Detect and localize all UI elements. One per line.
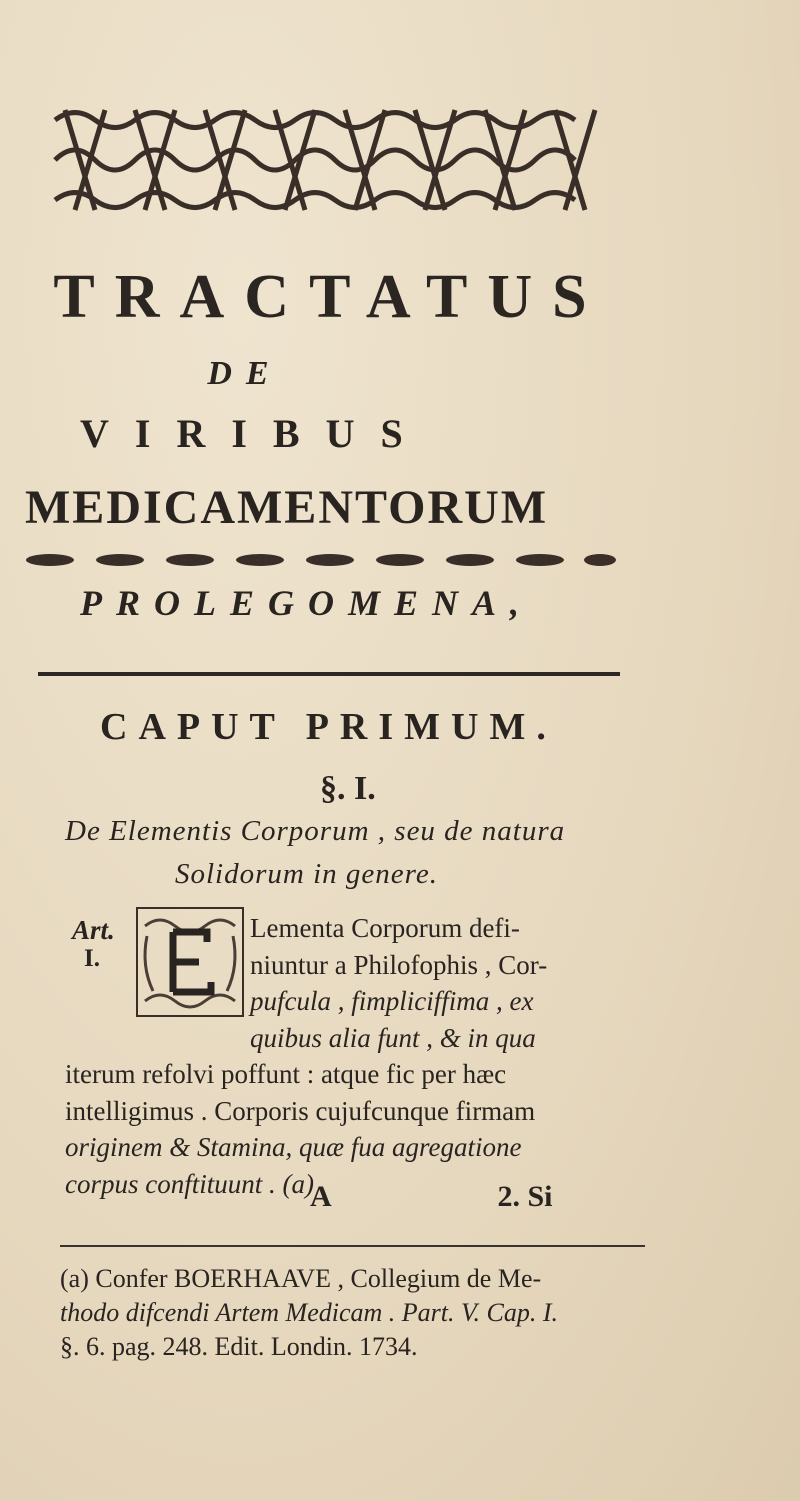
horizontal-rule [38,672,620,676]
chapter-subtitle-line1: De Elementis Corporum , seu de natura [65,815,566,847]
ornament-band [45,100,605,230]
title-prolegomena: PROLEGOMENA, [80,583,534,623]
title-medicamentorum: MEDICAMENTORUM [25,481,549,534]
title-de: DE [207,355,283,392]
title-tractatus: TRACTATUS [53,263,607,331]
title-viribus: VIRIBUS [80,411,429,456]
footnote-line: (a) Confer BOERHAAVE , Collegium de Me- [60,1264,542,1293]
body-line: originem & Stamina, quæ fua agregatione [65,1132,522,1162]
ornamental-rule [20,545,620,575]
body-line: Lementa Corporum defi- [250,913,520,943]
body-line: quibus alia funt , & in qua [250,1022,536,1053]
signature-mark: A [310,1180,332,1213]
body-line: corpus conftituunt . (a) [65,1168,314,1199]
catchword-line [310,1180,640,1214]
body-line: intelligimus . Corporis cujufcunque firmam [65,1095,536,1126]
margin-article-label: Art. [72,915,115,945]
catchword: 2. Si [497,1180,553,1213]
footnote-line: thodo difcendi Artem Medicam . Part. V. Cap. I. [60,1298,559,1327]
section-mark: §. I. [320,770,376,807]
footnote-line: §. 6. pag. 248. Edit. Londin. 1734. [60,1332,418,1361]
body-line: pufcula , fimpliciffima , ex [250,986,534,1016]
chapter-heading: CAPUT PRIMUM. [100,706,557,748]
body-line: iterum refolvi poffunt : atque fic per hæc [65,1059,507,1089]
chapter-subtitle-line2: Solidorum in genere. [175,858,438,890]
body-line: niuntur a Philofophis , Cor- [250,949,548,980]
footnote [60,1262,700,1364]
body-paragraph [65,910,745,1202]
footnote-rule [60,1245,645,1247]
margin-article-number: I. [84,945,100,972]
